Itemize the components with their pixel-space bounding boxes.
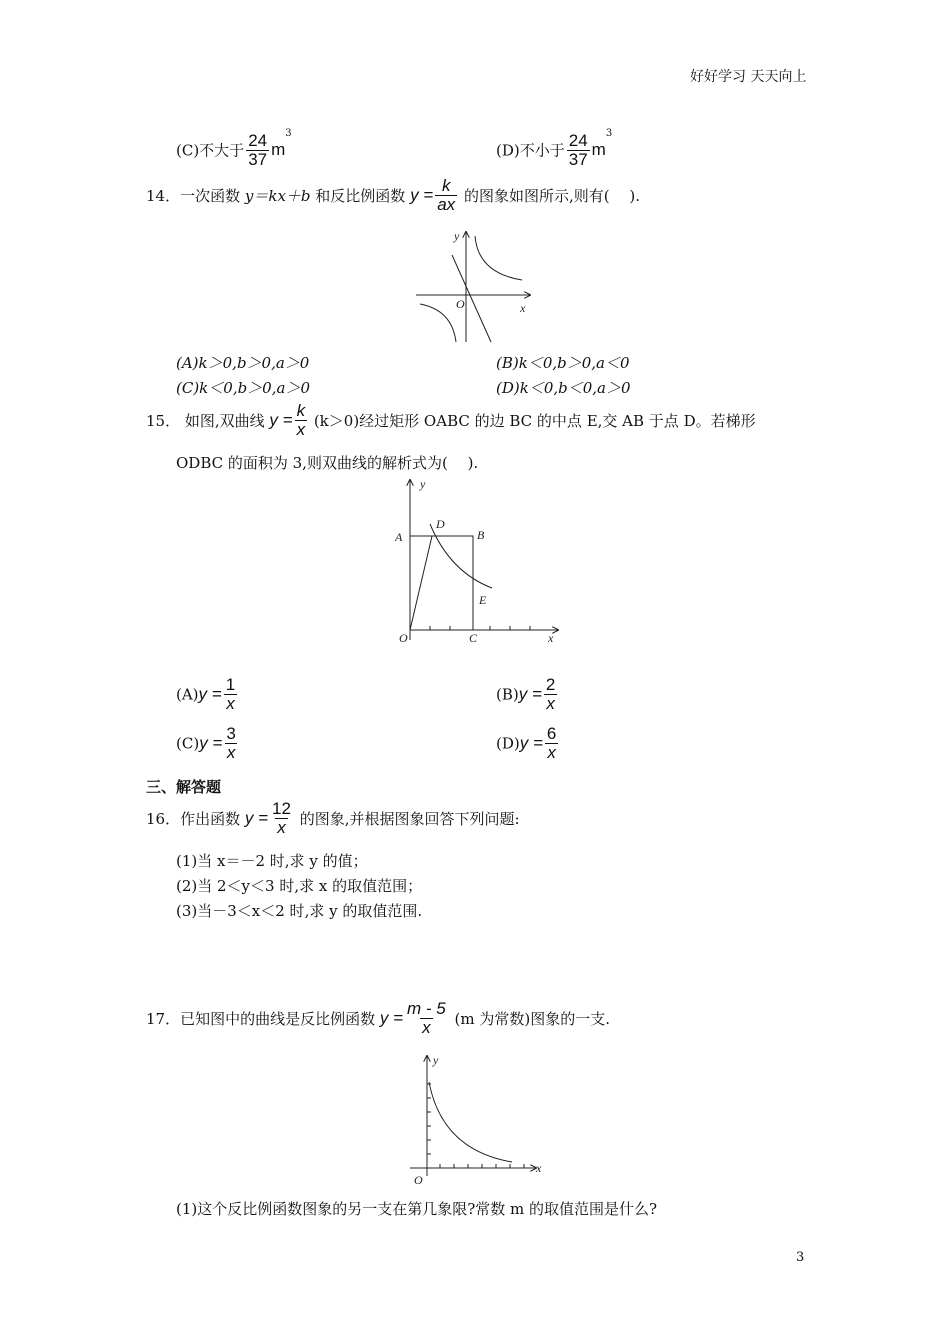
q14-stem: 14．一次函数 y＝kx＋b 和反比例函数 y = $\frac{k}{ax}$ 的图象如图所示,则有( ). — [146, 176, 640, 214]
label-o: O — [456, 297, 465, 311]
q15-stem-line2: ODBC 的面积为 3,则双曲线的解析式为( ). — [176, 454, 479, 472]
q17-figure — [402, 1050, 550, 1188]
label-x: x — [548, 631, 554, 645]
q14-option-a: (A)k＞0,b＞0,a＞0 — [176, 354, 310, 372]
q13-option-d: (D)不小于 $\frac{24}{37}$ $m^3$ — [496, 128, 613, 169]
q16-stem: 16．作出函数 y = $\frac{12}{x}$ 的图象,并根据图象回答下列问题: — [146, 799, 520, 837]
y-axis-ticks — [427, 1084, 431, 1154]
rectangle-oabc — [410, 536, 473, 630]
label-x: x — [536, 1161, 542, 1175]
segment-od — [410, 536, 432, 630]
q14-option-b: (B)k＜0,b＞0,a＜0 — [496, 354, 630, 372]
q15-stem: 15． 如图,双曲线 y = $\frac{k}{x}$ (k＞0)经过矩形 OABC 的边 BC 的中点 E,交 AB 于点 D。若梯形 — [146, 401, 756, 439]
page-number: 3 — [796, 1250, 805, 1265]
label-y: y — [433, 1053, 439, 1067]
label-a: A — [395, 530, 403, 544]
label-o: O — [399, 631, 408, 645]
q17-sub1: (1)这个反比例函数图象的另一支在第几象限?常数 m 的取值范围是什么? — [176, 1200, 658, 1218]
q16-sub1: (1)当 x＝－2 时,求 y 的值； — [176, 852, 368, 870]
label-e: E — [479, 593, 487, 607]
label-y: y — [420, 477, 426, 491]
q15-option-a: (A)y = $\frac{1}{x}$ — [176, 675, 236, 713]
q13-option-c: (C)不大于 $\frac{24}{37}$ $m^3$ — [176, 128, 292, 169]
q15-option-b: (B)y = $\frac{2}{x}$ — [496, 675, 556, 713]
q14-option-d: (D)k＜0,b＜0,a＞0 — [496, 379, 631, 397]
hyperbola-branch-1 — [475, 236, 522, 280]
q15-option-c: (C)y = $\frac{3}{x}$ — [176, 724, 236, 762]
x-axis-ticks — [440, 1164, 524, 1168]
q14-figure — [412, 228, 536, 348]
q15-figure — [390, 476, 566, 648]
label-x: x — [520, 301, 526, 315]
q14-option-c: (C)k＜0,b＞0,a＞0 — [176, 379, 310, 397]
label-o: O — [414, 1173, 423, 1187]
q17-stem: 17．已知图中的曲线是反比例函数 y = $\frac{m - 5}{x}$ (m 为常数)图象的一支. — [146, 999, 610, 1037]
label-y: y — [454, 229, 460, 243]
label-c: C — [469, 631, 478, 645]
label-b: B — [477, 528, 485, 542]
q16-sub3: (3)当－3＜x＜2 时,求 y 的取值范围. — [176, 902, 423, 920]
label-d: D — [436, 517, 445, 531]
q16-sub2: (2)当 2＜y＜3 时,求 x 的取值范围； — [176, 877, 423, 895]
hyperbola-branch-2 — [420, 304, 456, 342]
section-title: 三、解答题 — [146, 778, 222, 796]
q15-option-d: (D)y = $\frac{6}{x}$ — [496, 724, 557, 762]
header-motto: 好好学习 天天向上 — [690, 69, 807, 85]
x-axis-ticks — [430, 626, 530, 630]
hyperbola-branch — [429, 1082, 512, 1162]
